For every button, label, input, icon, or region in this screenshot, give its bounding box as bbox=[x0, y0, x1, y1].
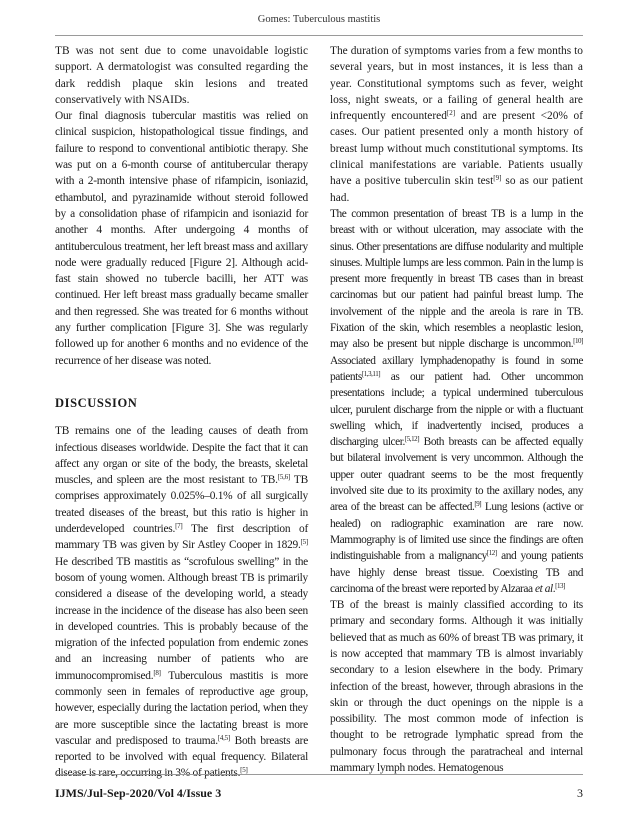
discussion-text-6: Both breasts are reported to be involved with equal frequency. Bilateral disease is rare, occurring in 3% of patients. bbox=[55, 734, 309, 780]
symptoms-paragraph bbox=[330, 43, 583, 206]
right-column bbox=[330, 43, 583, 776]
footer-divider bbox=[55, 774, 583, 775]
discussion-heading: DISCUSSION bbox=[55, 395, 138, 410]
page-number: 3 bbox=[577, 786, 583, 800]
discussion-paragraph bbox=[55, 423, 308, 782]
citation: [4,5] bbox=[217, 733, 230, 742]
citation: [5,12] bbox=[404, 435, 420, 444]
case-paragraph-1: TB was not sent due to come unavoidable logistic support. A dermatologist was consulted regarding the dark reddish plaque skin lesions and treated conservatively with NSAIDs. bbox=[55, 45, 308, 106]
symptoms-text-3: so as our patient had. bbox=[330, 175, 584, 204]
citation: [9] bbox=[493, 174, 502, 183]
running-head: Gomes: Tuberculous mastitis bbox=[257, 14, 381, 25]
discussion-text-1: TB remains one of the leading causes of death from infectious diseases worldwide. Despite the fact that it can affect any organ or site of the body, the breasts, skeletal muscles, and spleen are the most resistant to TB. bbox=[55, 425, 308, 487]
citation: [13] bbox=[555, 581, 565, 590]
presentation-text-3: as our patient had. Other uncommon presentations include; a typical undermined tuberculous ulcer, purulent discharge from the nipple or with a fluctuant swelling which, if inadvertently incised, produces a discharging ulcer. bbox=[330, 370, 583, 449]
discussion-text-4: He described TB mastitis as “scrofulous swelling” in the bosom of young women. Although breast TB is primarily considered a disease of the developing world, a steady increase in the incidence of the disease has also been seen in developed countries. This is probably because of the migration of the infected population from endemic zones and an increasing number of patients who are immunocompromised. bbox=[55, 555, 308, 682]
presentation-text-6: and young patients have highly dense breast tissue. Coexisting TB and carcinoma of the breast were reported by Alzaraa bbox=[330, 550, 583, 595]
citation: [12] bbox=[486, 549, 497, 558]
et-al: et al bbox=[535, 582, 553, 595]
citation: [2] bbox=[446, 109, 456, 118]
left-column bbox=[55, 43, 308, 782]
header-divider bbox=[55, 35, 583, 36]
symptoms-text-2: and are present <20% of cases. Our patient presented only a month history of breast lump without much constitutional symptoms. Its clinical manifestations are variable. Patients usually have a positive tuberculin skin test bbox=[330, 110, 583, 188]
citation: [5] bbox=[300, 538, 308, 547]
presentation-text-5: Lung lesions (active or healed) on radiographic examination are rare now. Mammography is of limited use since the findings are often indistinguishable from a malignancy bbox=[330, 501, 583, 563]
presentation-text-1: The common presentation of breast TB is a lump in the breast with or without ulceration, may associate with the sinus. Other presentations are diffuse nodularity and multiple sinuses. Multiple lumps are less common. Pain in the lump is present more frequently in breast TB cases than in breast carcinomas but our patient had painful breast lump. The involvement of the nipple and the areola is rare in TB. Fixation of the skin, which resembles a neoplastic lesion, may also be present but nipple discharge is uncommon. bbox=[330, 207, 583, 351]
case-paragraph-2: Our final diagnosis tubercular mastitis was relied on clinical suspicion, histopathological tissue findings, and failure to respond to conventional antibiotic therapy. She was put on a 6-month course of antitubercular therapy with a 2-month intensive phase of rifampicin, isoniazid, ethambutol, and pyrazinamide without steroid followed by a consolidation phase of rifampicin and isoniazid for another 4 months. After undergoing 4 months of antituberculous treatment, her left breast mass and axillary node were gradually reduced [Figure 2]. Although acid-fast stain showed no tubercle bacilli, her ATT was continued. Her left breast mass gradually became smaller and then regressed. She was treated for 6 months without any further complication [Figure 3]. She was regularly followed up for another 6 months and no evidence of the recurrence of her disease was noted. bbox=[55, 110, 308, 367]
presentation-text-7: . bbox=[552, 582, 556, 595]
discussion-text-5: Tuberculous mastitis is more commonly seen in females of reproductive age group, however, especially during the lactation period, when they are more susceptible since the lactating breast is more vascular and predisposed to trauma. bbox=[55, 669, 308, 747]
classification-paragraph: TB of the breast is mainly classified according to its primary and secondary forms. Although it was initially believed that as much as 60% of breast TB was primary, it is now accepted that mammary TB is almost invariably secondary to a lesion elsewhere in the body. Primary infection of the breast, however, through abrasions in the skin or through the duct openings on the nipple is a possibility. The most common mode of infection is thought to be retrograde lymphatic spread from the pulmonary focus through the paratracheal and internal mammary lymph nodes. Hematogenous bbox=[330, 599, 583, 775]
citation: [5,6] bbox=[277, 473, 290, 482]
citation: [7] bbox=[175, 522, 183, 531]
journal-info: IJMS/Jul-Sep-2020/Vol 4/Issue 3 bbox=[55, 786, 222, 800]
citation: [9] bbox=[474, 500, 482, 509]
citation: [5] bbox=[240, 766, 248, 775]
presentation-text-2: Associated axillary lymphadenopathy is found in some patients bbox=[330, 354, 583, 383]
discussion-text-2: TB comprises approximately 0.025%–0.1% of all surgically treated diseases of the breast, but this ratio is higher in underdeveloped countries. bbox=[55, 474, 308, 536]
discussion-text-3: The first description of mammary TB was given by Sir Astley Cooper in 1829. bbox=[55, 523, 309, 552]
symptoms-text-1: The duration of symptoms varies from a few months to several years, but in most instances, it is less than a year. Constitutional symptoms such as fever, weight loss, night sweats, or a failing of general health are infrequently encountered bbox=[330, 45, 583, 123]
citation: [10] bbox=[573, 337, 583, 346]
citation: [1,3,11] bbox=[361, 369, 381, 378]
citation: [8] bbox=[153, 668, 161, 677]
presentation-text-4: Both breasts can be affected equally but bilateral involvement is very uncommon. Although the upper outer quadrant seems to be the most frequently involved site due to its proximity to the axillary nodes, any area of the breast can be affected. bbox=[330, 436, 583, 514]
presentation-paragraph bbox=[330, 206, 583, 597]
